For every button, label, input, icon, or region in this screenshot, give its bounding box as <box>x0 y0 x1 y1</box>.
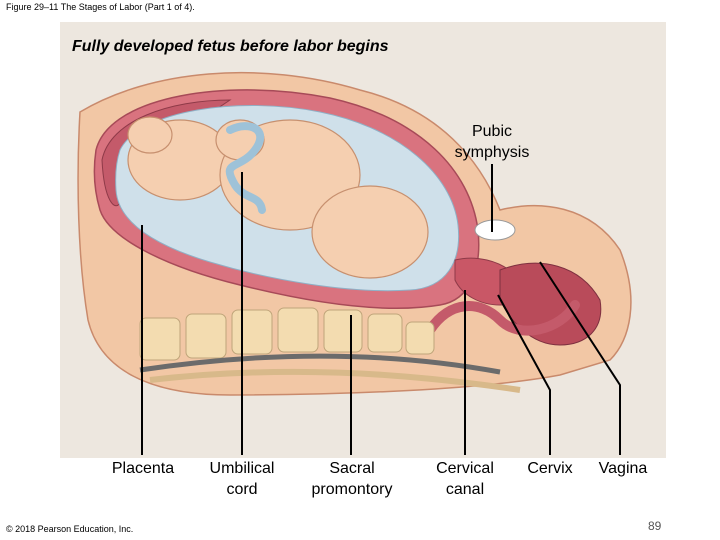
label-cervical-canal-line2: canal <box>445 481 485 498</box>
label-sacral-promontory <box>294 458 410 500</box>
diagram-title: Fully developed fetus before labor begins <box>72 38 389 55</box>
label-sacral-promontory-line2: promontory <box>311 481 393 498</box>
page-number: 89 <box>648 519 662 533</box>
label-umbilical-cord <box>194 458 290 500</box>
label-pubic-symphysis <box>440 121 544 163</box>
label-umbilical-cord-line2: cord <box>226 481 258 498</box>
figure-caption: Figure 29–11 The Stages of Labor (Part 1 of 4). <box>6 2 195 12</box>
copyright-notice: © 2018 Pearson Education, Inc. <box>6 524 134 534</box>
label-vagina: Vagina <box>598 460 648 477</box>
label-cervix: Cervix <box>527 460 573 477</box>
pubic-symphysis <box>475 220 515 240</box>
label-cervical-canal-line1: Cervical <box>436 460 494 477</box>
label-placenta: Placenta <box>111 460 175 477</box>
label-umbilical-cord-line1: Umbilical <box>209 460 275 477</box>
label-cervical-canal <box>420 458 510 500</box>
label-pubic-symphysis-line2: symphysis <box>454 144 530 161</box>
label-pubic-symphysis-line1: Pubic <box>471 123 513 140</box>
pregnancy-cross-section-illustration <box>60 22 666 458</box>
label-sacral-promontory-line1: Sacral <box>329 460 375 477</box>
